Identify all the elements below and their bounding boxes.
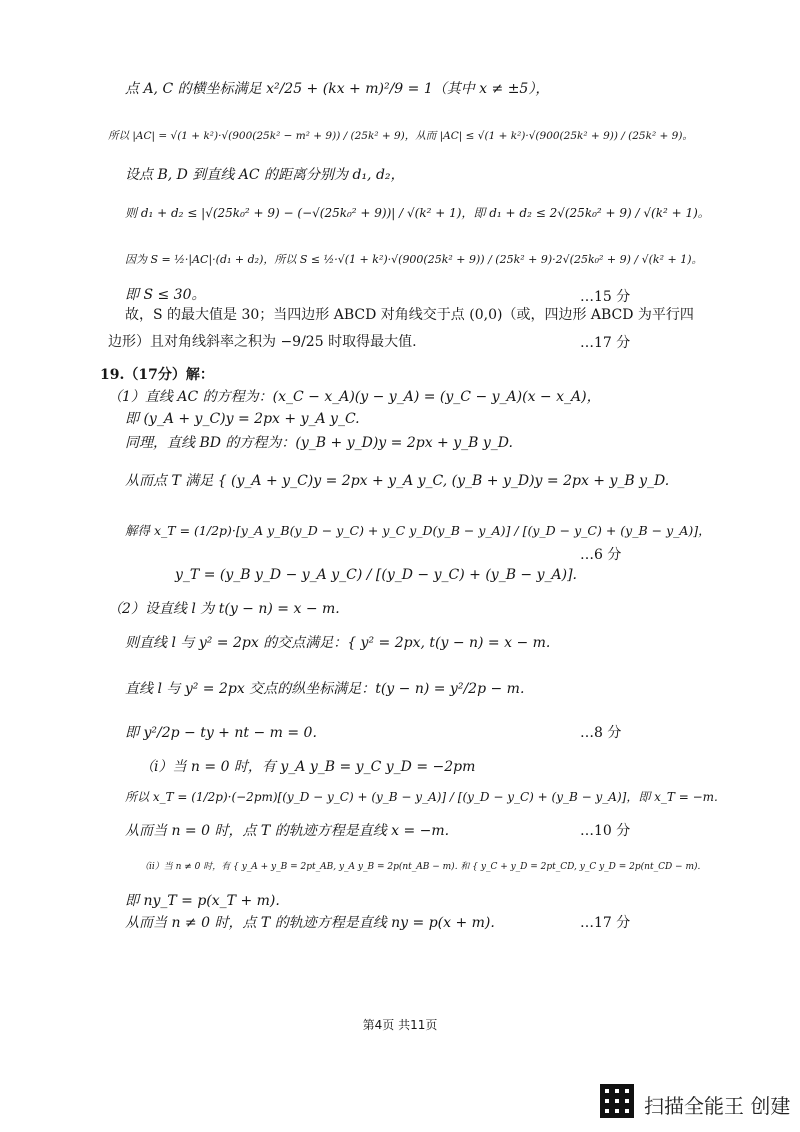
text-line: 从而点 T 满足 { (y_A + y_C)y = 2px + y_A y_C, (y_B + y_D)y = 2px + y_B y_D. (125, 473, 670, 489)
text-line: 同理，直线 BD 的方程为：(y_B + y_D)y = 2px + y_B y_D. (125, 435, 513, 451)
text-line: 因为 S = ½·|AC|·(d₁ + d₂)，所以 S ≤ ½·√(1 + k²)·√(900(25k² + 9)) / (25k² + 9)·2√(25k₀² + 9) / √(k² + 1)。 (125, 253, 703, 266)
text-line: （ii）当 n ≠ 0 时，有 { y_A + y_B = 2pt_AB, y_A y_B = 2p(nt_AB − m). 和 { y_C + y_D = 2pt_CD, y_C y_D = 2p(nt_CD − m). (140, 862, 701, 872)
watermark-text: 扫描全能王 创建 (644, 1094, 791, 1118)
score-mark: …17 分 (580, 335, 631, 351)
page-footer: 第4页 共11页 (362, 1018, 438, 1032)
text-line: 即 (y_A + y_C)y = 2px + y_A y_C. (125, 411, 360, 427)
text-line: 故，S 的最大值是 30；当四边形 ABCD 对角线交于点 (0,0)（或，四边形 ABCD 为平行四 (125, 307, 694, 323)
score-mark: …17 分 (580, 915, 631, 931)
text-line: （i）当 n = 0 时，有 y_A y_B = y_C y_D = −2pm (140, 759, 476, 775)
text-line: y_T = (y_B y_D − y_A y_C) / [(y_D − y_C) + (y_B − y_A)]. (175, 567, 578, 583)
scanner-watermark (600, 1084, 790, 1124)
text-line: 直线 l 与 y² = 2px 交点的纵坐标满足：t(y − n) = y²/2p − m. (125, 681, 525, 697)
text-line: 从而当 n ≠ 0 时，点 T 的轨迹方程是直线 ny = p(x + m). (125, 915, 495, 931)
text-line: 从而当 n = 0 时，点 T 的轨迹方程是直线 x = −m. (125, 823, 450, 839)
text-line: 即 y²/2p − ty + nt − m = 0. (125, 725, 317, 741)
text-line: 则 d₁ + d₂ ≤ |√(25k₀² + 9) − (−√(25k₀² + 9))| / √(k² + 1)，即 d₁ + d₂ ≤ 2√(25k₀² + 9) / √(k² + 1)。 (125, 206, 710, 220)
text-line: 解得 x_T = (1/2p)·[y_A y_B(y_D − y_C) + y_C y_D(y_B − y_A)] / [(y_D − y_C) + (y_B − y_A)]， (125, 523, 711, 538)
text-line: 即 S ≤ 30。 (125, 287, 206, 303)
text-line: 点 A, C 的横坐标满足 x²/25 + (kx + m)²/9 = 1（其中 x ≠ ±5）， (125, 81, 550, 97)
text-line: 所以 x_T = (1/2p)·(−2pm)[(y_D − y_C) + (y_B − y_A)] / [(y_D − y_C) + (y_B − y_A)]，即 x_T = −m. (125, 790, 718, 804)
text-line: （1）直线 AC 的方程为：(x_C − x_A)(y − y_A) = (y_C − y_A)(x − x_A)， (108, 389, 601, 405)
text-line: 即 ny_T = p(x_T + m). (125, 893, 280, 909)
text-line: 所以 |AC| = √(1 + k²)·√(900(25k² − m² + 9)) / (25k² + 9)，从而 |AC| ≤ √(1 + k²)·√(900(25k² + 9)) / (25k² + 9)。 (108, 130, 693, 142)
score-mark: …15 分 (580, 289, 631, 305)
section-heading: 19.（17分）解： (100, 367, 214, 383)
qr-code-icon (600, 1084, 634, 1118)
text-line: 则直线 l 与 y² = 2px 的交点满足：{ y² = 2px, t(y − n) = x − m. (125, 635, 551, 651)
score-mark: …10 分 (580, 823, 631, 839)
text-line: 边形）且对角线斜率之积为 −9/25 时取得最大值. (108, 334, 417, 350)
score-mark: …8 分 (580, 725, 622, 741)
text-line: 设点 B, D 到直线 AC 的距离分别为 d₁, d₂， (125, 167, 405, 183)
score-mark: …6 分 (580, 547, 622, 563)
text-line: （2）设直线 l 为 t(y − n) = x − m. (108, 601, 340, 617)
